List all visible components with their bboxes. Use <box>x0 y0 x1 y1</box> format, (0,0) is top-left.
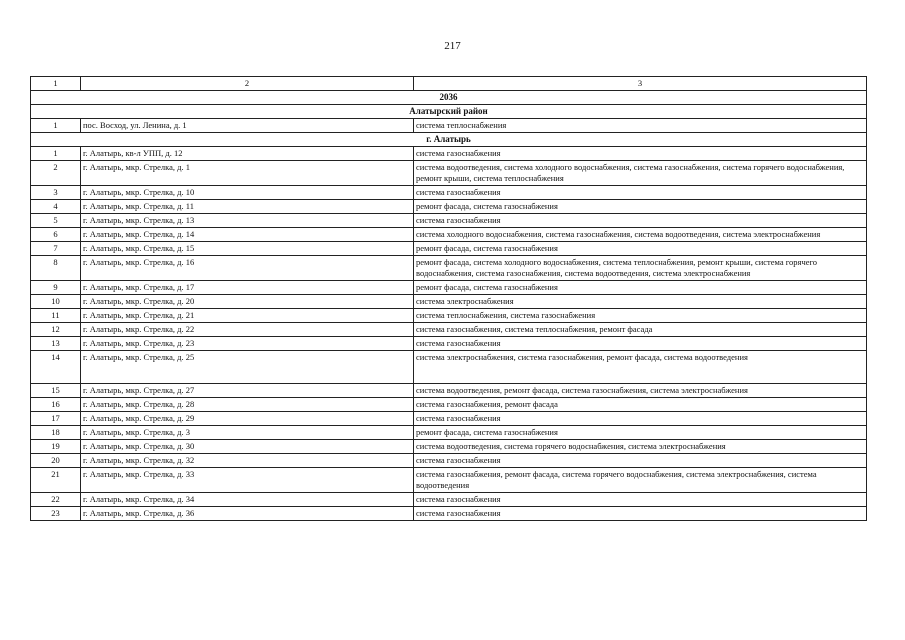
works-cell: система холодного водоснабжения, система газоснабжения, система водоотведения, система электроснабжения <box>414 228 867 242</box>
section-row <box>31 133 867 147</box>
row-number-cell: 10 <box>31 295 81 309</box>
table-row <box>31 440 867 454</box>
row-number-cell: 11 <box>31 309 81 323</box>
table-row <box>31 309 867 323</box>
address-cell: г. Алатырь, мкр. Стрелка, д. 25 <box>81 351 414 384</box>
address-cell: г. Алатырь, мкр. Стрелка, д. 1 <box>81 161 414 186</box>
works-cell: система водоотведения, система горячего водоснабжения, система электроснабжения <box>414 440 867 454</box>
table-row <box>31 281 867 295</box>
year-heading: 2036 <box>31 91 867 105</box>
row-number-cell: 21 <box>31 468 81 493</box>
table-row <box>31 507 867 521</box>
table-row <box>31 323 867 337</box>
works-cell: система газоснабжения <box>414 454 867 468</box>
works-cell: система газоснабжения <box>414 412 867 426</box>
table-row <box>31 242 867 256</box>
address-cell: г. Алатырь, мкр. Стрелка, д. 14 <box>81 228 414 242</box>
works-cell: система теплоснабжения, система газоснабжения <box>414 309 867 323</box>
works-cell: ремонт фасада, система газоснабжения <box>414 281 867 295</box>
works-cell: система газоснабжения <box>414 507 867 521</box>
row-number-cell: 3 <box>31 186 81 200</box>
address-cell: пос. Восход, ул. Ленина, д. 1 <box>81 119 414 133</box>
table-row <box>31 295 867 309</box>
address-cell: г. Алатырь, мкр. Стрелка, д. 33 <box>81 468 414 493</box>
table-row <box>31 412 867 426</box>
address-cell: г. Алатырь, мкр. Стрелка, д. 17 <box>81 281 414 295</box>
row-number-cell: 1 <box>31 147 81 161</box>
works-cell: ремонт фасада, система газоснабжения <box>414 242 867 256</box>
column-number-2: 2 <box>81 77 414 91</box>
address-cell: г. Алатырь, мкр. Стрелка, д. 36 <box>81 507 414 521</box>
address-cell: г. Алатырь, мкр. Стрелка, д. 15 <box>81 242 414 256</box>
table-row <box>31 186 867 200</box>
table-row <box>31 351 867 384</box>
address-cell: г. Алатырь, мкр. Стрелка, д. 13 <box>81 214 414 228</box>
row-number-cell: 22 <box>31 493 81 507</box>
row-number-cell: 17 <box>31 412 81 426</box>
row-number-cell: 19 <box>31 440 81 454</box>
section-row <box>31 105 867 119</box>
row-number-cell: 20 <box>31 454 81 468</box>
section-title: Алатырский район <box>31 105 867 119</box>
address-cell: г. Алатырь, кв-л УПП, д. 12 <box>81 147 414 161</box>
works-cell: система газоснабжения <box>414 493 867 507</box>
works-cell: система водоотведения, ремонт фасада, система газоснабжения, система электроснабжения <box>414 384 867 398</box>
works-cell: система газоснабжения <box>414 186 867 200</box>
address-cell: г. Алатырь, мкр. Стрелка, д. 11 <box>81 200 414 214</box>
works-cell: ремонт фасада, система холодного водоснабжения, система теплоснабжения, ремонт крыши, система горячего водоснабжения, система газоснабжения, система водоотведения, система электроснабжения <box>414 256 867 281</box>
address-cell: г. Алатырь, мкр. Стрелка, д. 30 <box>81 440 414 454</box>
address-cell: г. Алатырь, мкр. Стрелка, д. 16 <box>81 256 414 281</box>
column-number-3: 3 <box>414 77 867 91</box>
row-number-cell: 12 <box>31 323 81 337</box>
address-cell: г. Алатырь, мкр. Стрелка, д. 29 <box>81 412 414 426</box>
address-cell: г. Алатырь, мкр. Стрелка, д. 28 <box>81 398 414 412</box>
column-number-row <box>31 77 867 91</box>
table-row <box>31 200 867 214</box>
row-number-cell: 15 <box>31 384 81 398</box>
table-row <box>31 161 867 186</box>
row-number-cell: 23 <box>31 507 81 521</box>
works-cell: система газоснабжения, ремонт фасада, система горячего водоснабжения, система электроснабжения, система водоотведения <box>414 468 867 493</box>
row-number-cell: 5 <box>31 214 81 228</box>
year-row <box>31 91 867 105</box>
works-cell: ремонт фасада, система газоснабжения <box>414 426 867 440</box>
works-cell: система газоснабжения <box>414 337 867 351</box>
page-number: 217 <box>444 40 461 52</box>
row-number-cell: 13 <box>31 337 81 351</box>
address-cell: г. Алатырь, мкр. Стрелка, д. 32 <box>81 454 414 468</box>
row-number-cell: 2 <box>31 161 81 186</box>
row-number-cell: 1 <box>31 119 81 133</box>
table-row <box>31 228 867 242</box>
table-row <box>31 119 867 133</box>
table-row <box>31 256 867 281</box>
works-cell: система теплоснабжения <box>414 119 867 133</box>
works-cell: система газоснабжения <box>414 147 867 161</box>
repair-registry-table <box>30 76 867 521</box>
works-cell: система газоснабжения, ремонт фасада <box>414 398 867 412</box>
works-cell: система водоотведения, система холодного водоснабжения, система газоснабжения, система горячего водоснабжения, ремонт крыши, система теплоснабжения <box>414 161 867 186</box>
address-cell: г. Алатырь, мкр. Стрелка, д. 10 <box>81 186 414 200</box>
row-number-cell: 14 <box>31 351 81 384</box>
table-row <box>31 468 867 493</box>
table-row <box>31 147 867 161</box>
row-number-cell: 9 <box>31 281 81 295</box>
works-cell: система электроснабжения <box>414 295 867 309</box>
table-row <box>31 214 867 228</box>
row-number-cell: 16 <box>31 398 81 412</box>
address-cell: г. Алатырь, мкр. Стрелка, д. 22 <box>81 323 414 337</box>
section-title: г. Алатырь <box>31 133 867 147</box>
table-row <box>31 337 867 351</box>
address-cell: г. Алатырь, мкр. Стрелка, д. 20 <box>81 295 414 309</box>
row-number-cell: 7 <box>31 242 81 256</box>
works-cell: система электроснабжения, система газоснабжения, ремонт фасада, система водоотведения <box>414 351 867 384</box>
row-number-cell: 6 <box>31 228 81 242</box>
address-cell: г. Алатырь, мкр. Стрелка, д. 3 <box>81 426 414 440</box>
table-row <box>31 398 867 412</box>
address-cell: г. Алатырь, мкр. Стрелка, д. 34 <box>81 493 414 507</box>
works-cell: система газоснабжения <box>414 214 867 228</box>
table-body <box>31 77 867 521</box>
column-number-1: 1 <box>31 77 81 91</box>
works-cell: система газоснабжения, система теплоснабжения, ремонт фасада <box>414 323 867 337</box>
row-number-cell: 4 <box>31 200 81 214</box>
row-number-cell: 18 <box>31 426 81 440</box>
table-row <box>31 493 867 507</box>
table-row <box>31 454 867 468</box>
works-cell: ремонт фасада, система газоснабжения <box>414 200 867 214</box>
address-cell: г. Алатырь, мкр. Стрелка, д. 27 <box>81 384 414 398</box>
table-row <box>31 384 867 398</box>
address-cell: г. Алатырь, мкр. Стрелка, д. 21 <box>81 309 414 323</box>
address-cell: г. Алатырь, мкр. Стрелка, д. 23 <box>81 337 414 351</box>
row-number-cell: 8 <box>31 256 81 281</box>
table-row <box>31 426 867 440</box>
